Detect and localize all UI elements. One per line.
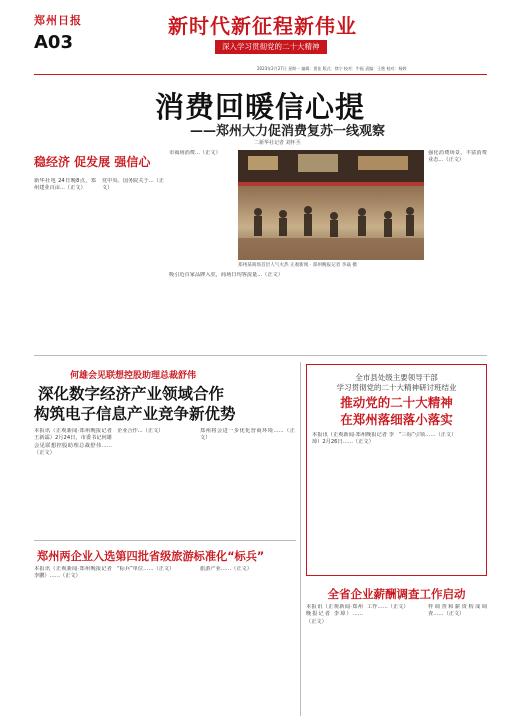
- section-label: 稳经济 促发展 强信心: [34, 155, 151, 169]
- lead-column-4: 强化消费场景，丰富消费业态...（正文）: [428, 150, 487, 164]
- article-divider: [34, 540, 296, 541]
- section-divider: [34, 355, 487, 356]
- masthead: [0, 0, 511, 71]
- photo-caption: 郑州某商场首层人气火热 正观新闻 · 郑州晚报记者 李焱 摄: [238, 263, 358, 268]
- vertical-divider: [300, 362, 301, 716]
- article4-kicker-line1: 全市县处级主要领导干部: [355, 373, 438, 382]
- article4-headline-line1: 推动党的二十大精神: [340, 395, 453, 410]
- page-meta: 2023年2月27日 星期一 编辑：贾佳 版式：徐宁 校对：牛振 责编：王艳 校对：杨婷: [257, 66, 407, 71]
- article2-column-1: 本报讯（正观新闻·郑州晚报记者 王新霖）2月24日，市委书记何雄会见联想控股助理总裁舒伟……（正文）: [34, 428, 112, 457]
- lead-column-3: 市商场消费...（正文）: [169, 150, 221, 156]
- lead-subheadline: ——郑州大力促消费复苏一线观察: [190, 124, 386, 139]
- article3-headline: 郑州两企业入选第四批省级旅游标准化“标兵”: [37, 550, 265, 563]
- article2-kicker: 何雄会见联想控股助理总裁舒伟: [70, 371, 197, 381]
- lead-byline: 二新华社记者 刘怀丕: [254, 140, 301, 146]
- article5-headline: 全省企业薪酬调查工作启动: [327, 587, 466, 601]
- article4-column-2: “三标”引领……（正文）: [399, 432, 457, 438]
- masthead-rule: [34, 74, 487, 75]
- page-number: A03: [34, 32, 73, 53]
- logo: 郑州日报: [34, 14, 82, 27]
- article4-column-1: 本报讯（正观新闻·郑州晚报记者 李璋）2月26日……（正文）: [312, 432, 394, 446]
- lead-column-2: 党中央、国务院关于...（正文）: [102, 178, 164, 192]
- lead-column-1: 新华社电 24日晚8点，郑州建业百亩...（正文）: [34, 178, 96, 192]
- article5-column-1: 本报讯（正观新闻·郑州晚报记者 李璋）……（正文）: [306, 604, 363, 625]
- mall-scene-illustration: [238, 150, 424, 260]
- banner-subtitle: 深入学习贯彻党的二十大精神: [215, 40, 327, 54]
- article3-column-2: “标兵”单位……（正文）: [117, 566, 175, 572]
- article2-column-2: 企业合作...（正文）: [117, 428, 164, 434]
- article5-column-2: 工作……（正文）: [367, 604, 409, 610]
- article2-headline-line2: 构筑电子信息产业竞争新优势: [34, 405, 236, 423]
- article2-headline-line1: 深化数字经济产业领域合作: [38, 385, 225, 403]
- banner-title: 新时代新征程新伟业: [168, 14, 357, 38]
- lead-column-5: 吸引近百家品牌入驻，商场日均客流量...（正文）: [169, 272, 283, 278]
- article4-kicker-line2: 学习贯彻党的二十大精神研讨班结业: [336, 383, 457, 392]
- article4-headline-line2: 在郑州落细落小落实: [340, 412, 453, 427]
- lead-headline: 消费回暖信心提: [155, 90, 366, 124]
- article3-column-1: 本报讯（正观新闻·郑州晚报记者 李鹏）……（正文）: [34, 566, 112, 580]
- article5-column-3: 样调查和薪资构成调查……（正文）: [428, 604, 487, 618]
- lead-photo: [238, 150, 424, 260]
- article2-column-3: 郑州将会进一步优化营商环境……（正文）: [200, 428, 295, 442]
- article3-column-3: 旅游产业……（正文）: [200, 566, 252, 572]
